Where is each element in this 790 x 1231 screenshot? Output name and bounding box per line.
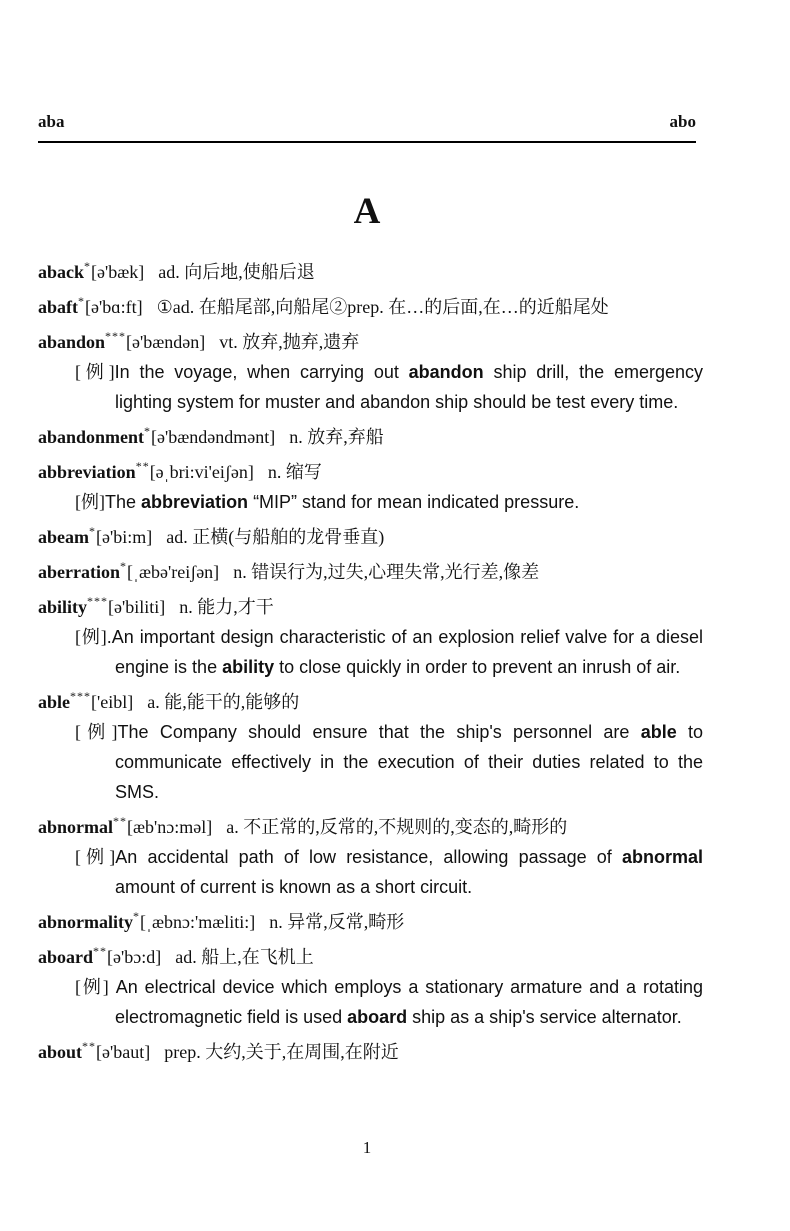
example-label: [例] <box>75 627 107 647</box>
example-sentence <box>75 357 703 417</box>
headword: abandon <box>38 332 106 352</box>
headword: aback <box>38 262 85 282</box>
entry-headline <box>38 452 703 487</box>
entry-headline <box>38 252 703 287</box>
entry-headline <box>38 287 703 322</box>
phonetic-transcription: [ə'bændəndmənt] <box>151 427 276 447</box>
entry-headline <box>38 682 703 717</box>
example-text: In the voyage, when carrying out <box>114 362 409 382</box>
star-rating: *** <box>87 594 109 608</box>
entry-headline <box>38 417 703 452</box>
dictionary-entry <box>38 417 703 452</box>
page-header <box>38 112 696 143</box>
example-sentence <box>75 717 703 807</box>
phonetic-transcription: [ə'bɔ:d] <box>107 947 162 967</box>
entry-headline <box>38 1032 703 1067</box>
example-sentence <box>75 622 703 682</box>
dictionary-entry <box>38 682 703 807</box>
phonetic-transcription: [ə'bæk] <box>91 262 145 282</box>
dictionary-entry <box>38 902 703 937</box>
definition: vt. 放弃,抛弃,遗弃 <box>219 332 360 352</box>
star-rating: ** <box>82 1039 97 1053</box>
example-text: to close quickly in order to prevent an inrush of air. <box>274 657 681 677</box>
dictionary-entry <box>38 587 703 682</box>
example-text: An accidental path of low resistance, allowing passage of <box>115 847 622 867</box>
headword: abbreviation <box>38 462 136 482</box>
example-text: The <box>105 492 142 512</box>
example-label: [例] <box>75 722 118 742</box>
dictionary-entry <box>38 552 703 587</box>
star-rating: * <box>119 559 127 573</box>
entry-headline <box>38 937 703 972</box>
dictionary-entry <box>38 517 703 552</box>
example-label: [例] <box>75 977 109 997</box>
definition: a. 能,能干的,能够的 <box>147 692 300 712</box>
definition: ①ad. 在船尾部,向船尾②prep. 在…的后面,在…的近船尾处 <box>156 297 609 317</box>
dictionary-entry <box>38 1032 703 1067</box>
phonetic-transcription: [ˌæbnɔ:'mæliti:] <box>140 912 256 932</box>
entry-headline <box>38 322 703 357</box>
phonetic-transcription: [ə'bɑ:ft] <box>85 297 143 317</box>
dictionary-entry <box>38 322 703 417</box>
page-number: 1 <box>362 1138 372 1157</box>
definition: n. 缩写 <box>267 462 322 482</box>
example-keyword: ability <box>222 657 275 677</box>
example-text: .An important design characteristic of an explosion relief valve for a diesel engine is the <box>106 627 703 677</box>
section-letter: A <box>353 191 381 232</box>
example-label: [例] <box>75 362 115 382</box>
headword: ability <box>38 597 88 617</box>
example-text: The Company should ensure that the ship's personnel are <box>117 722 641 742</box>
header-guide-word-left: aba <box>38 112 65 131</box>
example-keyword: aboard <box>347 1007 408 1027</box>
header-guide-word-right: abo <box>669 112 696 131</box>
example-label: [例] <box>75 847 116 867</box>
entry-headline <box>38 587 703 622</box>
phonetic-transcription: ['eibl] <box>91 692 134 712</box>
definition: prep. 大约,关于,在周围,在附近 <box>164 1042 399 1062</box>
example-keyword: abnormal <box>621 847 703 867</box>
headword: abaft <box>38 297 78 317</box>
definition: n. 错误行为,过失,心理失常,光行差,像差 <box>233 562 540 582</box>
example-text: An electrical device which employs a stationary armature and a rotating electromagnetic field is used <box>108 977 703 1027</box>
headword: abnormality <box>38 912 134 932</box>
star-rating: ** <box>113 814 128 828</box>
entry-headline <box>38 552 703 587</box>
definition: ad. 向后地,使船后退 <box>158 262 315 282</box>
dictionary-entry <box>38 287 703 322</box>
dictionary-entry <box>38 452 703 517</box>
example-sentence <box>75 842 703 902</box>
headword: aberration <box>38 562 120 582</box>
definition: ad. 船上,在飞机上 <box>175 947 314 967</box>
star-rating: ** <box>93 944 108 958</box>
phonetic-transcription: [ə'bændən] <box>126 332 206 352</box>
example-text: ship as a ship's service alternator. <box>407 1007 682 1027</box>
star-rating: * <box>78 294 85 308</box>
phonetic-transcription: [æb'nɔ:məl] <box>127 817 213 837</box>
headword: abnormal <box>38 817 114 837</box>
headword: able <box>38 692 71 712</box>
definition: n. 异常,反常,畸形 <box>269 912 405 932</box>
dictionary-entry <box>38 937 703 1032</box>
phonetic-transcription: [ə'bi:m] <box>96 527 153 547</box>
example-keyword: abandon <box>408 362 484 382</box>
star-rating: * <box>84 259 92 273</box>
star-rating: * <box>89 524 96 538</box>
star-rating: * <box>144 424 152 438</box>
phonetic-transcription: [ˌæbə'reiʃən] <box>126 562 220 582</box>
entry-headline <box>38 807 703 842</box>
star-rating: * <box>133 909 141 923</box>
example-text: amount of current is known as a short circuit. <box>115 877 473 897</box>
example-sentence <box>75 487 703 517</box>
example-text: to communicate effectively in the execution of their duties related to the SMS. <box>115 722 704 802</box>
headword: aboard <box>38 947 94 967</box>
example-text: “MIP” stand for mean indicated pressure. <box>248 492 580 512</box>
definition: n. 放弃,弃船 <box>289 427 384 447</box>
headword: abeam <box>38 527 89 547</box>
entry-headline <box>38 902 703 937</box>
phonetic-transcription: [əˌbri:vi'eiʃən] <box>149 462 254 482</box>
star-rating: *** <box>105 329 127 343</box>
example-text: ship drill, the emergency lighting system for muster and abandon ship should be test every time. <box>115 362 703 412</box>
entries-list <box>38 252 703 1067</box>
example-keyword: abbreviation <box>141 492 249 512</box>
dictionary-entry <box>38 252 703 287</box>
entry-headline <box>38 517 703 552</box>
star-rating: ** <box>135 459 150 473</box>
headword: abandonment <box>38 427 145 447</box>
headword: about <box>38 1042 83 1062</box>
example-keyword: able <box>640 722 677 742</box>
definition: ad. 正横(与船舶的龙骨垂直) <box>166 527 385 547</box>
star-rating: *** <box>70 689 92 703</box>
example-sentence <box>75 972 703 1032</box>
phonetic-transcription: [ə'baut] <box>96 1042 151 1062</box>
phonetic-transcription: [ə'biliti] <box>108 597 166 617</box>
example-label: [例] <box>75 492 105 512</box>
definition: a. 不正常的,反常的,不规则的,变态的,畸形的 <box>226 817 568 837</box>
definition: n. 能力,才干 <box>179 597 274 617</box>
dictionary-entry <box>38 807 703 902</box>
